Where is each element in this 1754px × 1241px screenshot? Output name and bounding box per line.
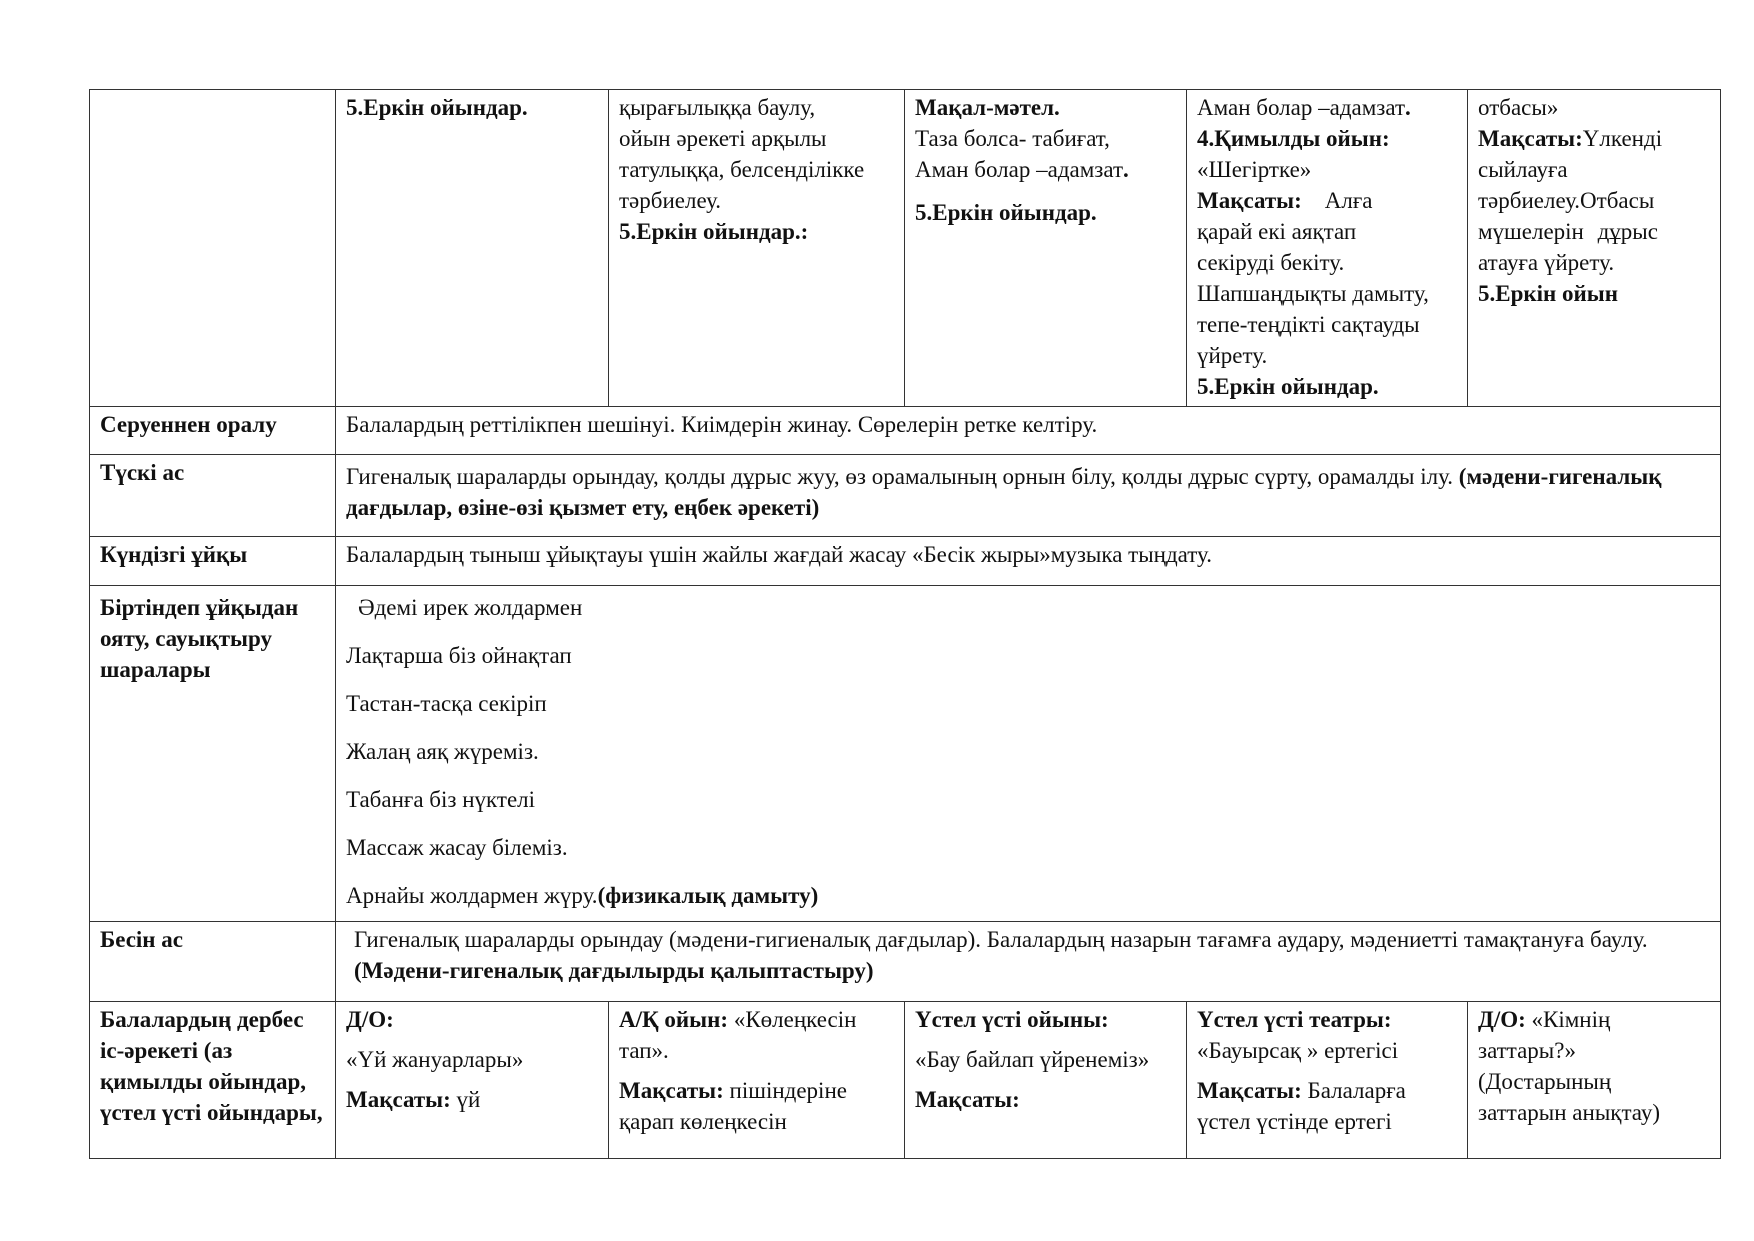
row-activity-cell-3 (905, 1002, 1187, 1159)
goal-line (346, 1084, 598, 1115)
text-line: татулыққа, белсенділікке (619, 157, 865, 182)
row-return (90, 407, 1721, 455)
game-type-label: Д/О: (1478, 1007, 1526, 1032)
text-line: заттарын анықтау) (1478, 1100, 1660, 1125)
goal-text: қарап көлеңкесін (619, 1109, 787, 1134)
row-wake (90, 586, 1721, 922)
text-line: секіруді бекіту. (1197, 250, 1345, 275)
text-line: қарай екі аяқтап (1197, 219, 1357, 244)
text-line (915, 154, 1176, 185)
poem-line: Әдемі ирек жолдармен (358, 595, 583, 620)
text-line: отбасы» (1478, 95, 1559, 120)
game-name: «Бауырсақ » ертегісі (1197, 1038, 1399, 1063)
goal-line (1197, 185, 1457, 216)
row-snack-text-cell (336, 922, 1721, 1002)
row-activity-cell-2 (609, 1002, 905, 1159)
row-return-label: Серуеннен оралу (90, 407, 336, 455)
game-type-label: Үстел үсті ойыны: (915, 1007, 1109, 1032)
game-type-label: Д/О: (346, 1007, 394, 1032)
goal-label: Мақсаты: (1197, 1078, 1302, 1103)
text-fragment: Арнайы жолдармен жүру. (346, 883, 598, 908)
game-name: тап». (619, 1038, 669, 1063)
row-lunch-label: Түскі ас (90, 455, 336, 537)
row-activity-cell-1 (336, 1002, 609, 1159)
goal-text: пішіндеріне (729, 1078, 847, 1103)
free-games-label: 5.Еркін ойындар. (346, 95, 528, 120)
text-line: үйрету. (1197, 343, 1268, 368)
proverb-title: Мақал-мәтел. (915, 95, 1060, 120)
row-sleep-label: Күндізгі ұйқы (90, 537, 336, 586)
row-return-text: Балалардың реттілікпен шешінуі. Киімдерін жинау. Сөрелерін ретке келтіру. (336, 407, 1721, 455)
free-games-label: 5.Еркін ойындар.: (619, 219, 809, 244)
poem-line: Табанға біз нүктелі (346, 787, 536, 812)
row-activity-label: Балалардың дербес іс-әрекеті (аз қимылды ойындар, үстел үсті ойындары, (90, 1002, 336, 1159)
game-name: «Үй жануарлары» (346, 1047, 524, 1072)
row-activity (90, 1002, 1721, 1159)
text-fragment: . (1123, 157, 1129, 182)
row-games-label-cell (90, 90, 336, 407)
poem-line: Лақтарша біз ойнақтап (346, 643, 572, 668)
row-snack-label: Бесін ас (90, 922, 336, 1002)
row-games-cell-2 (609, 90, 905, 407)
goal-line (1478, 123, 1710, 154)
text-line: атауға үйрету. (1478, 250, 1615, 275)
game-name: заттары?» (1478, 1038, 1576, 1063)
row-lunch (90, 455, 1721, 537)
text-line: қырағылыққа баулу, (619, 95, 816, 120)
text-line: тәрбиелеу.Отбасы (1478, 188, 1655, 213)
goal-label: Мақсаты: (1197, 188, 1302, 213)
text-fragment: (физикалық дамыту) (597, 883, 819, 908)
goal-label: Мақсаты: (619, 1078, 724, 1103)
poem-line: Тастан-тасқа секіріп (346, 691, 547, 716)
row-activity-cell-5 (1468, 1002, 1721, 1159)
goal-text: үй (456, 1087, 481, 1112)
row-games-cell-4 (1187, 90, 1468, 407)
row-snack-text: Гигеналық шараларды орындау (мәдени-гигиеналық дағдылар). Балалардың назарын тағамға аудару, мәдениетті тамақтануға баулу. (354, 927, 1648, 952)
goal-line (1197, 1075, 1457, 1106)
row-games-cell-3 (905, 90, 1187, 407)
game-line (1478, 1004, 1710, 1035)
text-line: (Достарының (1478, 1069, 1612, 1094)
goal-line (619, 1075, 894, 1106)
goal-text: Үлкенді (1582, 126, 1663, 151)
text-fragment: Аман болар –адамзат (1197, 95, 1406, 120)
poem-line (346, 880, 1710, 911)
row-games-cell-1 (336, 90, 609, 407)
goal-text: Алға (1324, 188, 1373, 213)
text-fragment: . (1405, 95, 1411, 120)
row-lunch-bold: (мәдени-гигеналық дағдылар, өзіне-өзі қызмет ету, еңбек әрекеті) (346, 464, 1662, 520)
poem-line: Жалаң аяқ жүреміз. (346, 739, 539, 764)
goal-text: үстел үстінде ертегі (1197, 1109, 1392, 1134)
game-label: 4.Қимылды ойын: (1197, 126, 1390, 151)
row-wake-poem (336, 586, 1721, 922)
text-line (1197, 92, 1457, 123)
text-line: тәрбиелеу. (619, 188, 722, 213)
row-wake-label: Біртіндеп ұйқыдан ояту, сауықтыру шаралары (90, 586, 336, 922)
row-snack-bold: (Мәдени-гигеналық дағдылырды қалыптастыру) (354, 958, 874, 983)
row-lunch-text: Гигеналық шараларды орындау, қолды дұрыс жуу, өз орамалының орнын білу, қолды дұрыс сүрту, орамалды ілу. (346, 464, 1454, 489)
game-name: «Бау байлап үйренеміз» (915, 1047, 1150, 1072)
row-snack (90, 922, 1721, 1002)
row-sleep-text: Балалардың тыныш ұйықтауы үшін жайлы жағдай жасау «Бесік жыры»музыка тыңдату. (336, 537, 1721, 586)
game-type-label: А/Қ ойын: (619, 1007, 729, 1032)
plan-table (89, 89, 1721, 1159)
free-games-label: 5.Еркін ойындар. (1197, 374, 1379, 399)
goal-text: Балаларға (1307, 1078, 1406, 1103)
row-games-cell-5 (1468, 90, 1721, 407)
text-fragment: Аман болар –адамзат (915, 157, 1124, 182)
row-lunch-text-cell (336, 455, 1721, 537)
goal-label: Мақсаты: (1478, 126, 1583, 151)
free-games-label: 5.Еркін ойын (1478, 281, 1618, 306)
goal-label: Мақсаты: (915, 1087, 1020, 1112)
text-line: мүшелерін дұрыс (1478, 219, 1658, 244)
text-line: Шапшаңдықты дамыту, (1197, 281, 1429, 306)
row-activity-cell-4 (1187, 1002, 1468, 1159)
game-name: «Көлеңкесін (733, 1007, 857, 1032)
game-name: «Шегіртке» (1197, 157, 1312, 182)
text-line: тепе-теңдікті сақтауды (1197, 312, 1420, 337)
poem-line: Массаж жасау білеміз. (346, 835, 568, 860)
row-games (90, 90, 1721, 407)
free-games-label: 5.Еркін ойындар. (915, 200, 1097, 225)
game-line (619, 1004, 894, 1035)
text-line: ойын әрекеті арқылы (619, 126, 827, 151)
game-name: «Кімнің (1531, 1007, 1611, 1032)
text-line: сыйлауға (1478, 157, 1568, 182)
goal-label: Мақсаты: (346, 1087, 451, 1112)
game-type-label: Үстел үсті театры: (1197, 1007, 1392, 1032)
text-line: Таза болса- табиғат, (915, 126, 1110, 151)
row-sleep (90, 537, 1721, 586)
